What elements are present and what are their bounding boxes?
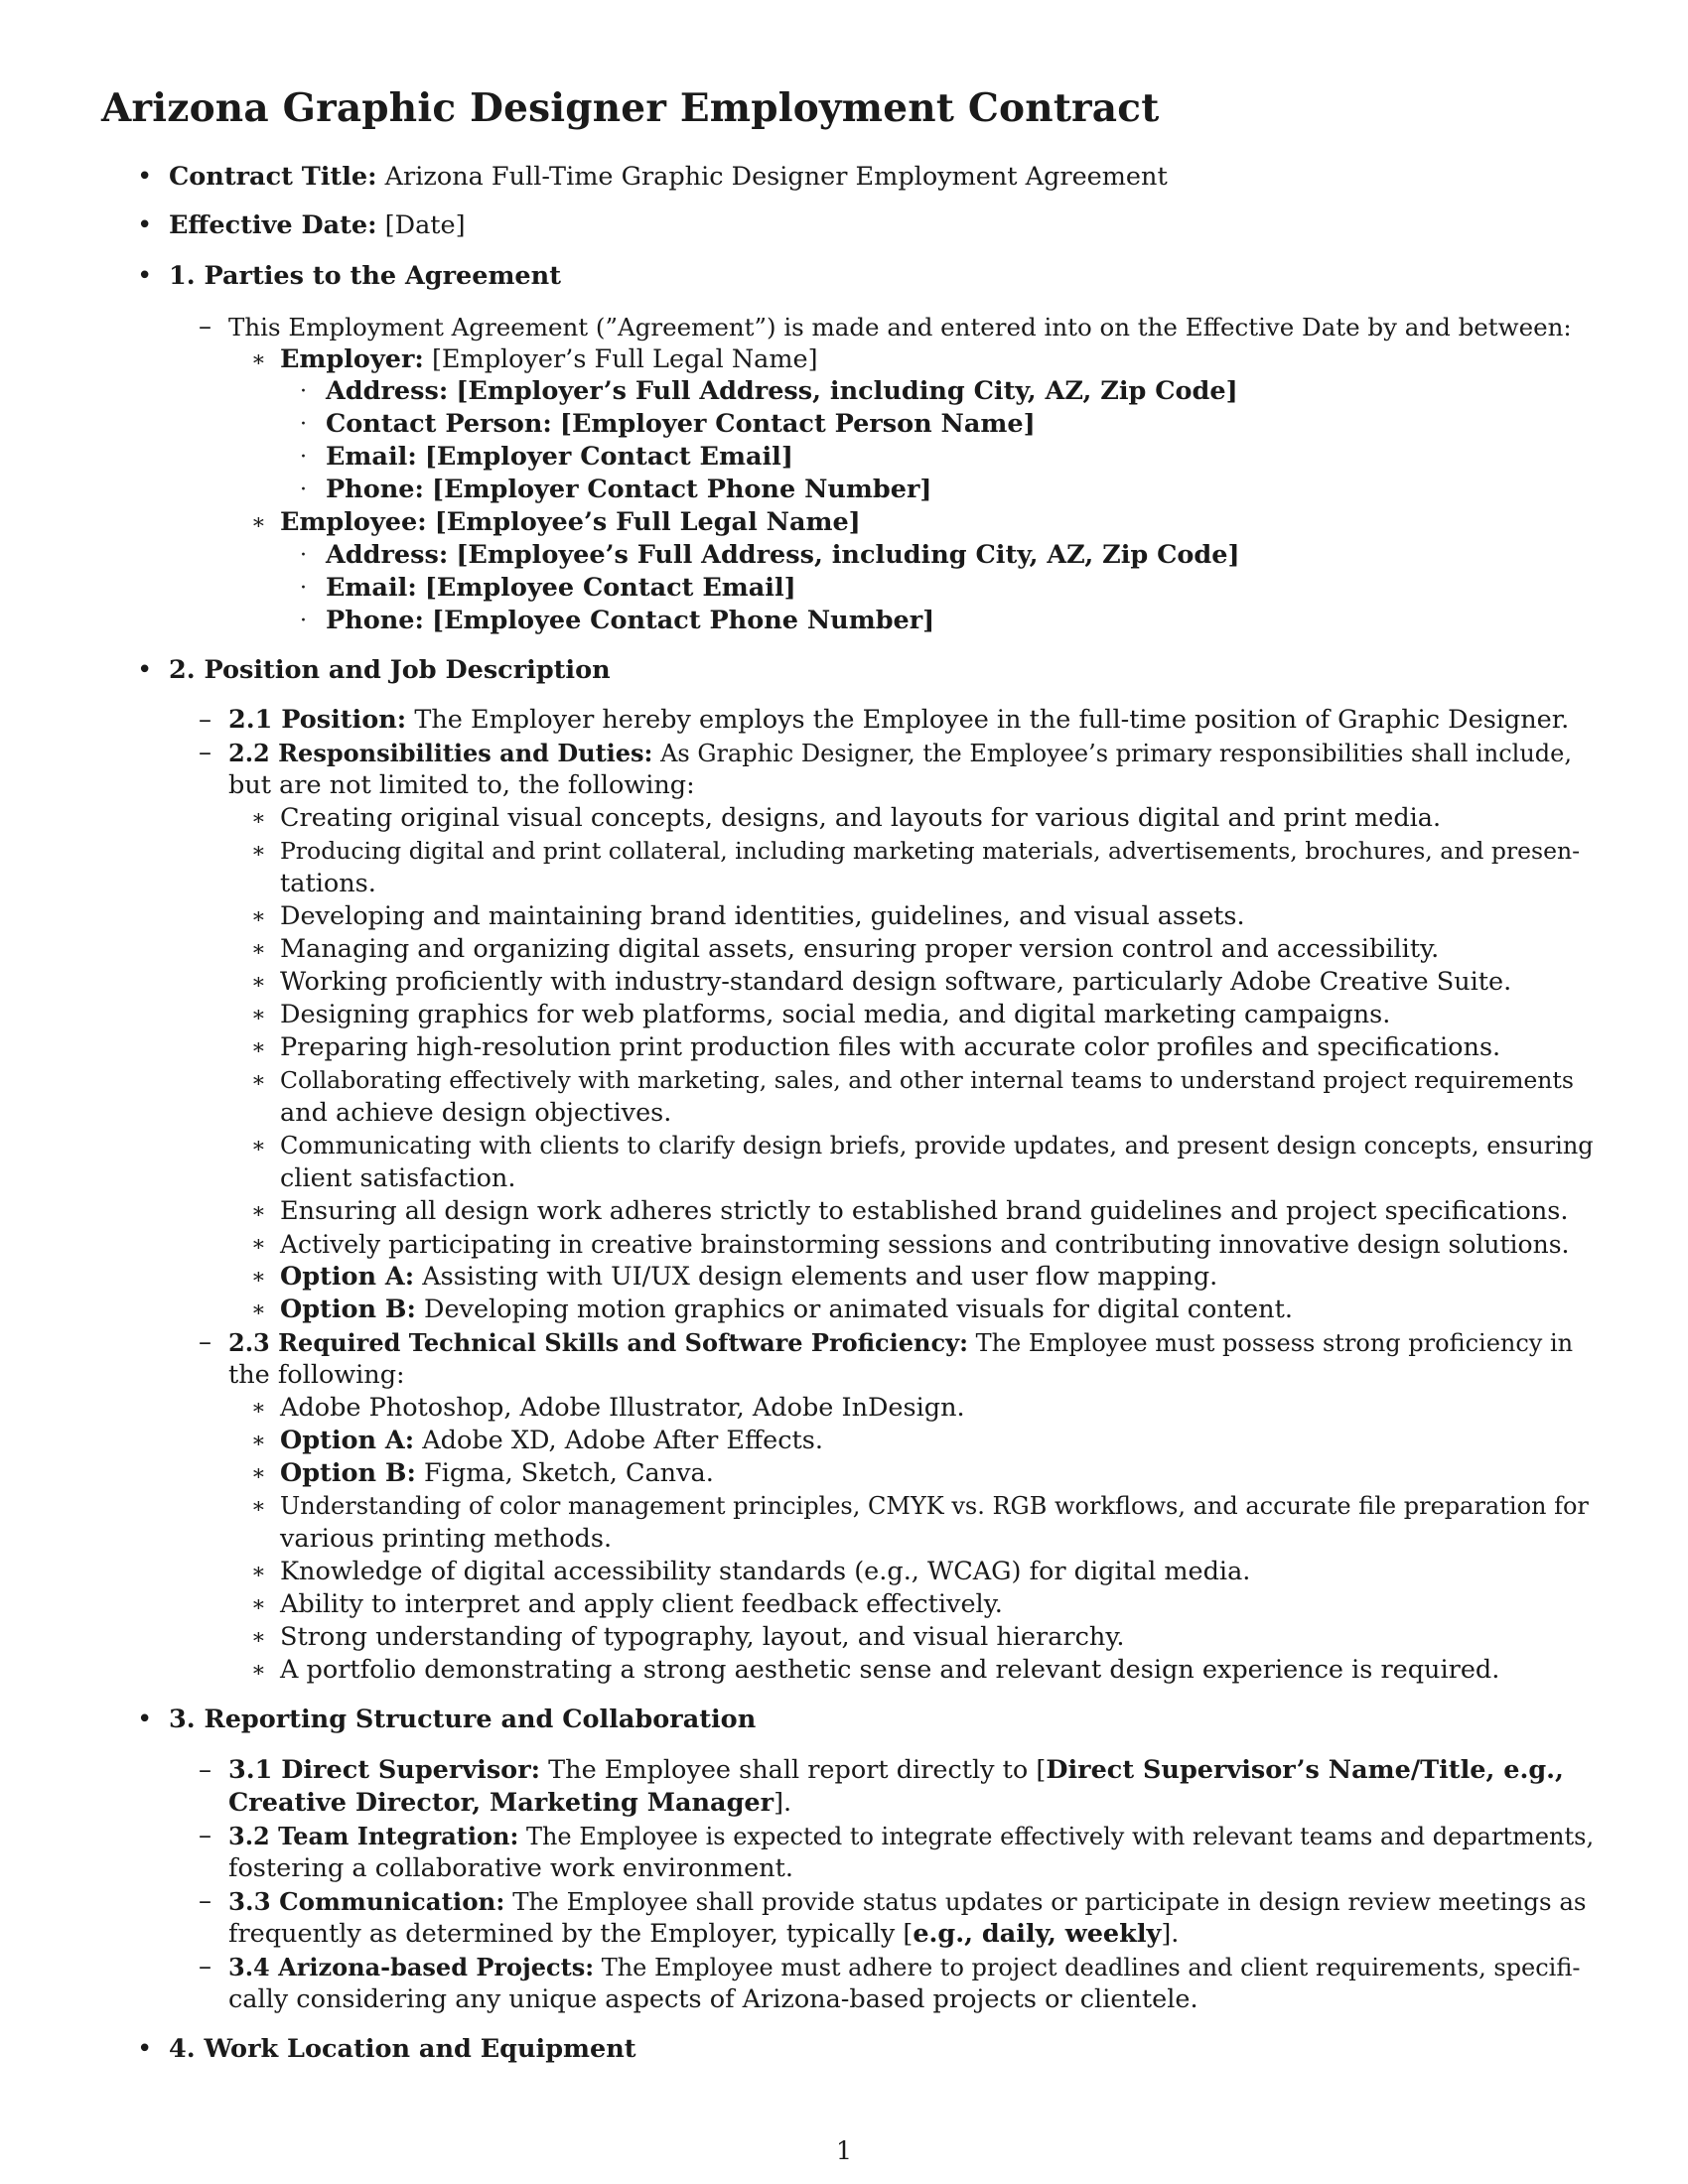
effective-date-value: [Date] [384, 210, 466, 240]
dash-icon: – [199, 1755, 211, 1785]
asterisk-icon: ∗ [251, 1068, 266, 1093]
dot-icon: · [300, 379, 307, 404]
asterisk-icon: ∗ [251, 904, 266, 929]
clause-3-3: 3.3 Communication: The Employee shall provide status updates or participate in design review meetings as [228, 1887, 1587, 1916]
dot-icon: · [300, 609, 307, 633]
clause-2-2: 2.2 Responsibilities and Duties: As Graphic Designer, the Employee’s primary responsibilities shall include, [228, 739, 1572, 767]
effective-date-label: Effective Date: [169, 210, 377, 240]
duty-option-a: Option A: Assisting with UI/UX design elements and user flow mapping. [280, 1262, 1218, 1292]
clause-3-2: 3.2 Team Integration: The Employee is expected to integrate effectively with relevant teams and departments, [228, 1822, 1595, 1850]
asterisk-icon: ∗ [251, 1592, 266, 1617]
clause-3-1: 3.1 Direct Supervisor: The Employee shall report directly to [Direct Supervisor’s Name/Title, e.g., [228, 1755, 1564, 1785]
asterisk-icon: ∗ [251, 1297, 266, 1322]
page-number: 1 [835, 2136, 853, 2166]
dot-icon: · [300, 412, 307, 437]
clause-3-4: 3.4 Arizona-based Projects: The Employee must adhere to project deadlines and client requirements, specifi- [228, 1953, 1581, 1981]
employee-address-line: Address: [Employee’s Full Address, including City, AZ, Zip Code] [326, 540, 1240, 570]
section-4-heading: 4. Work Location and Equipment [169, 2034, 636, 2064]
asterisk-icon: ∗ [251, 1134, 266, 1159]
duty-option-b: Option B: Developing motion graphics or animated visuals for digital content. [280, 1295, 1293, 1324]
asterisk-icon: ∗ [251, 1625, 266, 1650]
clause-3-3-cont: frequently as determined by the Employer, typically [e.g., daily, weekly]. [228, 1919, 1180, 1949]
clause-2-3: 2.3 Required Technical Skills and Software Proficiency: The Employee must possess strong proficiency in [228, 1328, 1574, 1357]
clause-2-2-cont: but are not limited to, the following: [228, 770, 695, 800]
clause-3-2-cont: fostering a collaborative work environment. [228, 1853, 793, 1883]
asterisk-icon: ∗ [251, 1265, 266, 1290]
effective-date-line [169, 209, 466, 242]
clause-3-4-cont: cally considering any unique aspects of Arizona-based projects or clientele. [228, 1984, 1198, 2014]
dot-icon: · [300, 478, 307, 502]
dash-icon: – [199, 1886, 211, 1916]
duty-item: Ensuring all design work adheres strictly to established brand guidelines and project specifications. [280, 1196, 1569, 1226]
dot-icon: · [300, 543, 307, 568]
duty-item: Preparing high-resolution print production files with accurate color profiles and specifications. [280, 1032, 1501, 1062]
skill-item: Understanding of color management principles, CMYK vs. RGB workflows, and accurate file preparation for [280, 1492, 1589, 1520]
dash-icon: – [199, 1821, 211, 1850]
clause-3-1-cont: Creative Director, Marketing Manager]. [228, 1788, 792, 1818]
clause-2-1: 2.1 Position: The Employer hereby employs the Employee in the full-time position of Graphic Designer. [228, 705, 1570, 735]
contract-title-label: Contract Title: [169, 162, 377, 192]
duty-item: Communicating with clients to clarify design briefs, provide updates, and present design concepts, ensuring [280, 1132, 1594, 1160]
clause-2-3-cont: the following: [228, 1360, 405, 1390]
asterisk-icon: ∗ [251, 1232, 266, 1257]
bullet-icon: • [137, 1705, 153, 1734]
section-1-heading: 1. Parties to the Agreement [169, 261, 561, 291]
asterisk-icon: ∗ [251, 839, 266, 864]
duty-item: Producing digital and print collateral, including marketing materials, advertisements, brochures, and presen- [280, 837, 1581, 865]
dash-icon: – [199, 1952, 211, 1981]
duty-item: Collaborating effectively with marketing, sales, and other internal teams to understand project requirements [280, 1066, 1574, 1094]
bullet-icon: • [137, 2034, 153, 2064]
skill-item: Knowledge of digital accessibility standards (e.g., WCAG) for digital media. [280, 1557, 1251, 1586]
dash-icon: – [199, 738, 211, 767]
asterisk-icon: ∗ [251, 1429, 266, 1453]
skill-item: Adobe Photoshop, Adobe Illustrator, Adobe InDesign. [280, 1393, 965, 1423]
bullet-icon: • [137, 655, 153, 685]
contract-title-value: Arizona Full-Time Graphic Designer Employment Agreement [384, 162, 1168, 192]
duty-item: Developing and maintaining brand identities, guidelines, and visual assets. [280, 901, 1245, 931]
bullet-icon: • [137, 210, 153, 240]
asterisk-icon: ∗ [251, 510, 266, 535]
employee-line: Employee: [Employee’s Full Legal Name] [280, 507, 861, 537]
asterisk-icon: ∗ [251, 347, 266, 372]
contract-title-line [169, 161, 1168, 194]
duty-item: Creating original visual concepts, designs, and layouts for various digital and print media. [280, 803, 1442, 833]
asterisk-icon: ∗ [251, 1494, 266, 1519]
asterisk-icon: ∗ [251, 1658, 266, 1683]
employee-phone-line: Phone: [Employee Contact Phone Number] [326, 606, 935, 635]
employer-email-line: Email: [Employer Contact Email] [326, 442, 793, 472]
skill-option-b: Option B: Figma, Sketch, Canva. [280, 1458, 714, 1488]
duty-item-cont: client satisfaction. [280, 1163, 516, 1193]
skill-item: Strong understanding of typography, layout, and visual hierarchy. [280, 1622, 1125, 1652]
duty-item-cont: tations. [280, 869, 376, 898]
dot-icon: · [300, 576, 307, 601]
asterisk-icon: ∗ [251, 937, 266, 962]
section-3-heading: 3. Reporting Structure and Collaboration [169, 1705, 757, 1734]
dash-icon: – [199, 705, 211, 735]
asterisk-icon: ∗ [251, 1035, 266, 1060]
employer-address-line: Address: [Employer’s Full Address, including City, AZ, Zip Code] [326, 376, 1238, 406]
asterisk-icon: ∗ [251, 970, 266, 995]
employee-email-line: Email: [Employee Contact Email] [326, 573, 796, 603]
duty-item: Actively participating in creative brainstorming sessions and contributing innovative design solutions. [280, 1230, 1570, 1259]
duty-item: Designing graphics for web platforms, social media, and digital marketing campaigns. [280, 1000, 1391, 1029]
dash-icon: – [199, 1327, 211, 1357]
bullet-icon: • [137, 162, 153, 192]
duty-item: Managing and organizing digital assets, ensuring proper version control and accessibility. [280, 934, 1440, 964]
skill-item: Ability to interpret and apply client feedback effectively. [280, 1589, 1003, 1619]
document-title: Arizona Graphic Designer Employment Contract [101, 85, 1160, 131]
asterisk-icon: ∗ [251, 806, 266, 831]
dot-icon: · [300, 445, 307, 470]
duty-item: Working proficiently with industry-standard design software, particularly Adobe Creative Suite. [280, 967, 1512, 997]
parties-intro: This Employment Agreement (”Agreement”) is made and entered into on the Effective Date by and between: [228, 313, 1572, 341]
asterisk-icon: ∗ [251, 1396, 266, 1421]
employer-line: Employer: [Employer’s Full Legal Name] [280, 344, 818, 374]
employer-contact-line: Contact Person: [Employer Contact Person Name] [326, 409, 1036, 439]
asterisk-icon: ∗ [251, 1003, 266, 1027]
asterisk-icon: ∗ [251, 1461, 266, 1486]
asterisk-icon: ∗ [251, 1560, 266, 1584]
bullet-icon: • [137, 261, 153, 291]
skill-item: A portfolio demonstrating a strong aesthetic sense and relevant design experience is required. [280, 1655, 1500, 1685]
skill-item-cont: various printing methods. [280, 1524, 613, 1554]
asterisk-icon: ∗ [251, 1199, 266, 1224]
dash-icon: – [199, 312, 211, 341]
duty-item-cont: and achieve design objectives. [280, 1098, 672, 1128]
employer-phone-line: Phone: [Employer Contact Phone Number] [326, 475, 932, 504]
skill-option-a: Option A: Adobe XD, Adobe After Effects. [280, 1426, 823, 1455]
section-2-heading: 2. Position and Job Description [169, 655, 611, 685]
